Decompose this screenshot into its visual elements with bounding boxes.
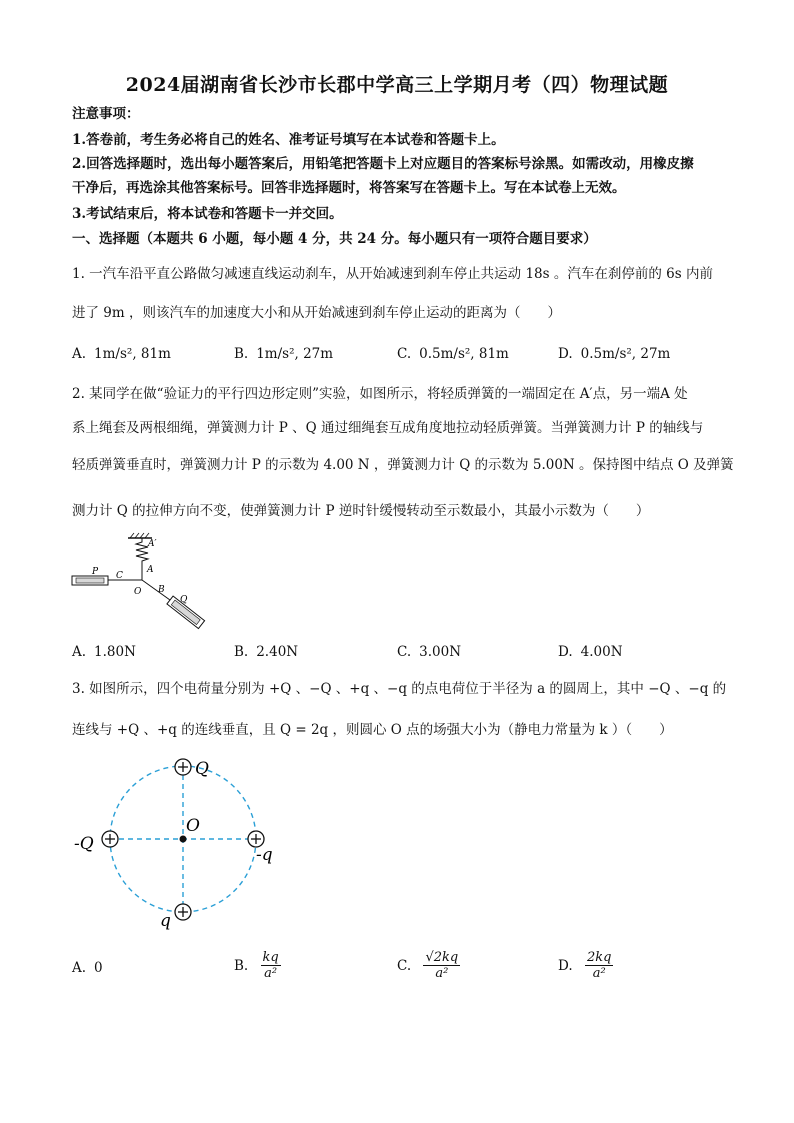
label-q-bottom: q (160, 911, 171, 931)
label-b: B (158, 585, 165, 595)
q1-text-line1: 1. 一汽车沿平直公路做匀减速直线运动刹车，从开始减速到刹车停止共运动 18s 。汽车在刹停前的 6s 内前 (72, 266, 713, 282)
label-minus-q-right: -q (256, 845, 273, 865)
center-point (180, 836, 187, 843)
label-p: P (92, 567, 99, 577)
q2-option-a[interactable]: A. 1.80N (72, 644, 136, 660)
label-minus-q-left: -Q (74, 834, 94, 854)
q3-option-c[interactable]: C. $\frac{√2kq}{\text{a²}}$ (397, 950, 459, 981)
q1-option-b[interactable]: B. 1m/s², 27m (234, 346, 334, 362)
q2-text-line2: 系上绳套及两根细绳，弹簧测力计 P 、Q 通过细绳套互成角度地拉动轻质弹簧。当弹簧测力计 P 的轴线与 (72, 420, 704, 436)
notice-item-2-cont: 干净后，再选涂其他答案标号。回答非选择题时，将答案写在答题卡上。写在本试卷上无效。 (72, 180, 626, 196)
page-title: 2024届湖南省长沙市长郡中学高三上学期月考（四）物理试题 (125, 74, 669, 96)
q1-text-line2: 进了 9m ，则该汽车的加速度大小和从开始减速到刹车停止运动的距离为（ ） (72, 305, 561, 321)
label-o-center: O (186, 816, 200, 836)
label-a-prime: A′ (148, 539, 157, 549)
notice-heading: 注意事项： (72, 106, 140, 122)
fraction: $\frac{√2kq}{\text{a²}}$ (425, 950, 459, 981)
q2-option-d[interactable]: D. 4.00N (558, 644, 623, 660)
notice-item-1: 1.答卷前，考生务必将自己的姓名、准考证号填写在本试卷和答题卡上。 (72, 132, 505, 148)
notice-item-3: 3.考试结束后，将本试卷和答题卡一并交回。 (72, 206, 343, 222)
q3-text-line1: 3. 如图所示，四个电荷量分别为 +Q 、−Q 、+q 、−q 的点电荷位于半径为 a 的圆周上，其中 −Q 、−q 的 (72, 681, 727, 697)
charge-bottom-icon (175, 904, 191, 920)
label-o: O (134, 587, 142, 597)
q2-text-line4: 测力计 Q 的拉伸方向不变，使弹簧测力计 P 逆时针缓慢转动至示数最小，其最小示数为（ ） (72, 503, 650, 519)
q2-text-line1: 2. 某同学在做“验证力的平行四边形定则”实验，如图所示，将轻质弹簧的一端固定在 A′点，另一端A 处 (72, 386, 688, 402)
q1-option-d[interactable]: D. 0.5m/s², 27m (558, 346, 671, 362)
q3-option-a[interactable]: A. 0 (72, 960, 103, 976)
fraction: $\frac{kq}{\text{a²}}$ (262, 950, 279, 981)
q3-option-d[interactable]: D. $\frac{2kq}{\text{a²}}$ (558, 950, 612, 981)
charge-left-icon (102, 831, 118, 847)
label-plus-q-top: Q (195, 759, 209, 779)
q1-option-a[interactable]: A. 1m/s², 81m (72, 346, 171, 362)
label-a: A (147, 565, 154, 575)
q2-figure (66, 532, 206, 632)
q3-option-b[interactable]: B. $\frac{kq}{\text{a²}}$ (234, 950, 279, 981)
q2-text-line3: 轻质弹簧垂直时，弹簧测力计 P 的示数为 4.00 N ，弹簧测力计 Q 的示数为 5.00N 。保持图中结点 O 及弹簧 (72, 457, 734, 473)
fraction: $\frac{2kq}{\text{a²}}$ (586, 950, 612, 981)
label-q: Q (180, 595, 188, 605)
q1-option-c[interactable]: C. 0.5m/s², 81m (397, 346, 509, 362)
section-heading: 一、选择题（本题共 6 小题，每小题 4 分，共 24 分。每小题只有一项符合题目要求） (72, 231, 597, 247)
label-c: C (116, 571, 123, 581)
charge-top-icon (175, 759, 191, 775)
q2-option-c[interactable]: C. 3.00N (397, 644, 462, 660)
q2-option-b[interactable]: B. 2.40N (234, 644, 299, 660)
q3-figure (70, 752, 290, 932)
notice-item-2: 2.回答选择题时，选出每小题答案后，用铅笔把答题卡上对应题目的答案标号涂黑。如需改动，用橡皮擦 (72, 156, 694, 172)
q3-text-line2: 连线与 +Q 、+q 的连线垂直，且 Q = 2q ，则圆心 O 点的场强大小为（静电力常量为 k ）（ ） (72, 722, 673, 738)
